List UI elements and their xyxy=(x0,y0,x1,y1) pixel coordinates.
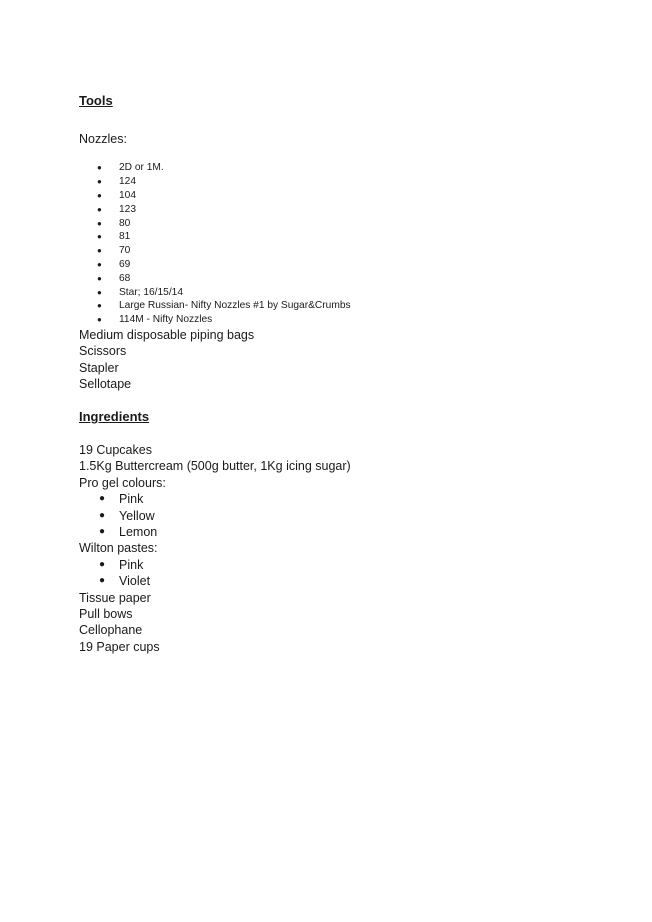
list-item: 19 Paper cups xyxy=(79,639,160,654)
list-item: ● 123 xyxy=(97,203,136,215)
list-item: ● 81 xyxy=(97,231,131,243)
ingredients-heading: Ingredients xyxy=(79,408,150,424)
list-item: Medium disposable piping bags xyxy=(79,327,255,342)
list-item: ● 2D or 1M. xyxy=(97,162,164,174)
bullet-icon: ● xyxy=(97,232,102,242)
bullet-icon: ● xyxy=(97,315,102,325)
list-item: Pull bows xyxy=(79,607,133,622)
list-item: ● 70 xyxy=(97,245,131,257)
list-item: ● Large Russian- Nifty Nozzles #1 by Sugar&Crumbs xyxy=(97,300,351,312)
list-item: ● Star; 16/15/14 xyxy=(97,286,184,298)
bullet-icon: ● xyxy=(99,493,106,505)
bullet-icon: ● xyxy=(99,509,106,521)
list-item: ● 114M - Nifty Nozzles xyxy=(97,314,213,326)
bullet-icon: ● xyxy=(97,259,102,269)
bullet-icon: ● xyxy=(99,558,106,570)
tools-heading: Tools xyxy=(79,93,113,108)
bullet-icon: ● xyxy=(97,204,102,214)
bullet-icon: ● xyxy=(97,301,102,311)
wilton-label: Wilton pastes: xyxy=(79,541,158,556)
list-item: 19 Cupcakes xyxy=(79,442,152,457)
spacer xyxy=(79,425,619,442)
list-item: 1.5Kg Buttercream (500g butter, 1Kg icing sugar) xyxy=(79,459,351,474)
pro-gel-list xyxy=(79,491,619,540)
list-item: ● Lemon xyxy=(99,525,158,540)
list-item: Sellotape xyxy=(79,377,132,392)
list-item: Tissue paper xyxy=(79,590,151,605)
list-item: ● 69 xyxy=(97,258,131,270)
list-item: Cellophane xyxy=(79,623,143,638)
wilton-list xyxy=(79,557,619,590)
document-page xyxy=(79,93,619,655)
list-item: ● 124 xyxy=(97,176,136,188)
list-item: ● 104 xyxy=(97,190,136,201)
bullet-icon: ● xyxy=(97,246,102,256)
list-item: Stapler xyxy=(79,360,119,375)
bullet-icon: ● xyxy=(97,273,102,283)
spacer xyxy=(79,109,619,131)
bullet-icon: ● xyxy=(97,191,102,200)
bullet-icon: ● xyxy=(97,177,102,187)
bullet-icon: ● xyxy=(99,575,106,587)
bullet-icon: ● xyxy=(97,218,102,228)
list-item: ● Yellow xyxy=(99,508,155,523)
spacer xyxy=(79,147,619,161)
list-item: ● Pink xyxy=(99,492,144,507)
bullet-icon: ● xyxy=(99,526,106,538)
list-item: ● 80 xyxy=(97,217,131,229)
bullet-icon: ● xyxy=(97,163,102,173)
list-item: ● 68 xyxy=(97,272,131,284)
nozzles-label: Nozzles: xyxy=(79,132,127,146)
list-item: Scissors xyxy=(79,344,127,359)
pro-gel-label: Pro gel colours: xyxy=(79,475,166,490)
list-item: ● Pink xyxy=(99,557,144,572)
bullet-icon: ● xyxy=(97,287,102,297)
list-item: ● Violet xyxy=(99,574,151,589)
spacer xyxy=(79,393,619,409)
nozzle-list xyxy=(79,161,619,327)
